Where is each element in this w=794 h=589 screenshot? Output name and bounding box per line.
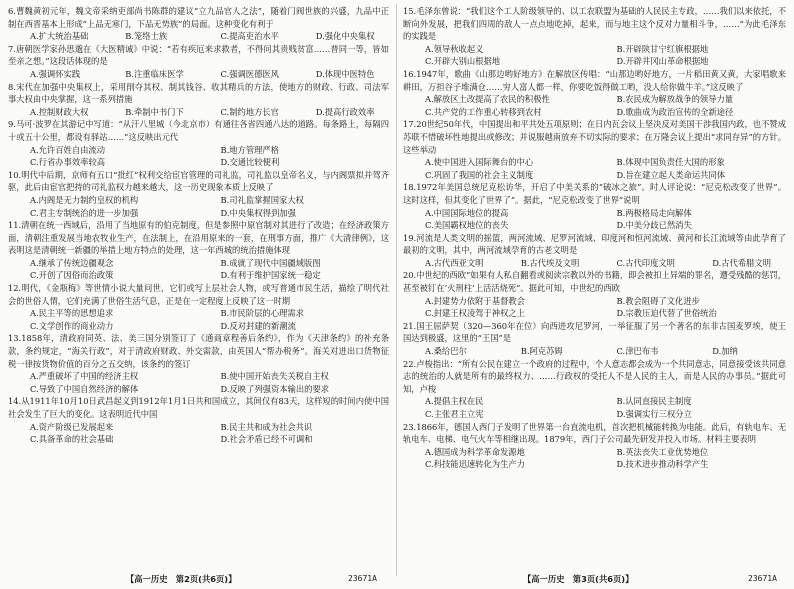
left-page	[8, 5, 389, 446]
answer-option: D.强调实行三权分立	[616, 409, 692, 419]
answer-option: A.中国国际地位的提高	[425, 207, 509, 218]
question-9	[403, 421, 786, 471]
answer-option: C.行省办事效率较高	[30, 157, 106, 168]
question-3	[403, 118, 786, 181]
answer-option: D.中美分歧已然消失	[616, 220, 692, 231]
answer-options	[403, 446, 786, 471]
answer-option: D.体现中医特色	[315, 68, 375, 79]
answer-option: A.资产阶级已发展起来	[30, 421, 114, 432]
question-stem: 22.卢梭指出：“所有公民在建立一个政府的过程中，个人意志都会成为一个共同意志，同意接受该共同意志的统治的人就是所有的最终权力、……行政权的受托人不是人民的主人，而是人民的办事员。”据此可知，卢梭	[403, 358, 786, 394]
answer-options	[8, 257, 389, 282]
answer-option: D.有利于维护国家统一稳定	[220, 270, 321, 281]
left-page-code-wrap	[348, 573, 377, 583]
answer-option: B.司礼监掌握国家大权	[220, 194, 304, 205]
answer-options	[8, 194, 389, 219]
left-footer-title: 【高一历史 第2页(共6页)】	[126, 574, 237, 584]
question-stem: 9.马可·波罗在其游记中写道：“从汗八里城（今北京市）有通往各省四通八达的道路。每条路上，每隔四十或五十公里，都设有驿站……”这反映出元代	[8, 119, 389, 142]
answer-option: B.市民阶层的心理需求	[220, 308, 304, 319]
question-4	[8, 118, 389, 168]
answer-options	[8, 421, 389, 446]
answer-option: C.古代印度文明	[616, 257, 675, 268]
question-2	[403, 68, 786, 118]
left-footer-code: 23671A	[348, 574, 377, 583]
answer-option: A.提倡主权在民	[425, 396, 484, 407]
answer-option: B.农民成为解放战争的领导力量	[616, 94, 734, 105]
question-8	[8, 332, 389, 395]
question-3	[8, 81, 389, 119]
answer-options	[403, 93, 786, 118]
question-2	[8, 43, 389, 81]
answer-option: A.德国成为科学革命发源地	[425, 446, 525, 457]
answer-option: C.开创了因俗而治政策	[30, 270, 114, 281]
answer-option: C.科技能迅速转化为生产力	[425, 459, 525, 470]
answer-option: A.继承了传统边疆观念	[30, 257, 114, 268]
answer-options	[403, 156, 786, 181]
answer-options	[8, 106, 389, 119]
question-stem: 10.明代中后期，京师有五口“批红”权利交给宦官管理的司礼监，司礼监以皇帝名义，与内阁票拟并驾齐驱，此后由宦官把持的司礼监权力越来越大，这一历史现象本质上反映了	[8, 169, 389, 193]
answer-option: B.两极格局走向解体	[616, 207, 692, 218]
answer-option: B.注重临床医学	[125, 68, 184, 79]
answer-option: B.认同直接民主制度	[616, 396, 692, 407]
answer-option: C.具备革命的社会基础	[30, 434, 114, 445]
answer-option: B.体现中国负责任大国的形象	[616, 157, 725, 168]
question-9	[8, 395, 389, 445]
answer-option: A.解放区土改提高了农民的积极性	[425, 94, 550, 105]
answer-option: D.反对封建的新潮流	[220, 320, 296, 331]
question-6	[403, 269, 786, 319]
answer-option: D.宗教压迫代替了世俗统治	[616, 308, 717, 319]
question-stem: 14.从1911年10月10日武昌起义到1912年1月1日共和国成立，其间仅有83天，这样短的时间内使中国社会发生了巨大的变化。这表明近代中国	[8, 396, 389, 419]
answer-option: A.领导秋收起义	[425, 43, 484, 54]
question-stem: 8.宋代在加强中央集权上，采用削夺其权、制其钱谷、收其精兵的方法，使地方的财政、行政、司法军事大权由中央掌握，这一系列措施	[8, 81, 389, 105]
answer-options	[8, 68, 389, 81]
answer-option: D.开辟井冈山革命根据地	[616, 56, 709, 67]
page-divider	[396, 4, 397, 576]
answer-option: B.牵制中书门下	[125, 106, 184, 117]
question-stem: 11.清朝在统一西域后，沿用了当地原有的伯克制度，但是参照中原官制对其进行了改造；在经济政策方面，清朝注重发展当地农牧业生产，在法制上，在沿用原来的一套，在刑事方面，推广《大清律例》，这表明这是清朝统一新疆的举措上地方特点的处理，这一年西城的统治措施体现	[8, 220, 389, 256]
answer-option: D.技术进步推动科学产生	[616, 459, 709, 470]
right-footer-title: 【高一历史 第3页(共6页)】	[523, 574, 634, 584]
question-stem: 13.1858年，清政府同英、法、美三国分别签订了《通商章程善后条约》，作为《天津条约》的补充条款，条约规定，“海关行政”，对于清政府财政、外交需款，由英国人“帮办税务”。海关对进出口货物征税一律按货物价值的百分之五交纳，该条约的签订	[8, 333, 389, 369]
right-page-code-wrap	[748, 573, 777, 583]
right-page-footer	[523, 573, 633, 585]
answer-options	[8, 144, 389, 169]
answer-option: A.桑给巴尔	[425, 346, 467, 357]
question-stem: 18.1972年美国总统尼克松访华，开启了中美关系的“破冰之旅”。时人评论说：“尼克松改变了世界”。这时这样，但其变化了世界了”。据此，“尼克松改变了世界”说明	[403, 182, 786, 205]
answer-option: A.允许百姓自由流动	[30, 144, 106, 155]
answer-options	[8, 30, 389, 43]
answer-option: A.内阁是无力制约皇权的机构	[30, 194, 139, 205]
question-stem: 17.20世纪50年代，中国提出和平共处五项原则；在日内瓦会议上坚决反对美国干涉我国内政，也不赞成苏联不惜破坏性地提出或修改；并说服越南放弃不切实际的要求；在万隆会议上提出“求同存异”的方针。这些举动	[403, 119, 786, 155]
answer-option: D.提高行政效率	[315, 106, 375, 117]
left-page-footer	[126, 573, 236, 585]
question-stem: 20.中世纪的西欧“如果有人私自翻看或阅读宗教以外的书籍，即会被扣上异端的罪名，遭受残酷的惩罚，甚至被钉在‘火刑柱’上活活烧死”。据此可知，中世纪的西欧	[403, 270, 786, 294]
question-1	[8, 5, 389, 43]
answer-option: C.津巴布韦	[616, 346, 659, 357]
answer-option: B.英法丧失工业优势地位	[616, 446, 709, 457]
answer-option: C.美国霸权地位的丧失	[425, 220, 509, 231]
answer-option: C.文学创作的商业动力	[30, 320, 114, 331]
right-page	[403, 5, 786, 471]
answer-option: C.强调医德医风	[220, 68, 279, 79]
answer-option: B.使中国开始丧失关税自主权	[220, 371, 329, 382]
answer-options	[403, 295, 786, 320]
question-stem: 23.1866年，德国人西门子发明了世界第一台直流电机，首次把机械能转换为电能。此后，有轨电车、无轨电车、电梯、电气火车等相继出现。1879年，西门子公司最先研发并投入市场。材料主要表明	[403, 421, 786, 445]
answer-option: D.加纳	[712, 346, 738, 357]
answer-option: C.封建王权凌驾于神权之上	[425, 308, 525, 319]
answer-options	[403, 345, 786, 358]
answer-option: C.巩固了我国的社会主义制度	[425, 169, 534, 180]
answer-option: B.古代埃及文明	[520, 257, 580, 268]
answer-option: A.古代西亚文明	[425, 257, 484, 268]
answer-option: D.强化中央集权	[315, 31, 375, 42]
answer-option: C.制约地方长官	[220, 106, 279, 117]
answer-options	[403, 207, 786, 232]
question-1	[403, 5, 786, 68]
answer-option: C.提高吏治水平	[220, 31, 279, 42]
answer-option: B.成就了现代中国疆域版图	[220, 257, 321, 268]
question-4	[403, 181, 786, 231]
answer-option: D.反映了列强资本输出的要求	[220, 383, 330, 394]
question-7	[8, 282, 389, 332]
right-footer-code: 23671A	[748, 574, 777, 583]
answer-option: A.民主平等的思想追求	[30, 308, 114, 319]
question-5	[8, 169, 389, 219]
answer-option: A.使中国进入国际舞台的中心	[425, 157, 534, 168]
question-6	[8, 219, 389, 282]
answer-option: B.地方管理严格	[220, 144, 280, 155]
answer-option: D.交通比较便利	[220, 157, 280, 168]
question-stem: 7.唐朝医学家孙思邈在《大医精诚》中说：“若有疾厄来求救者，不得问其贵贱贫富……普同一等，皆如至亲之想。”这段话体现的是	[8, 43, 389, 67]
answer-option: A.控制财政大权	[30, 106, 89, 117]
question-7	[403, 320, 786, 358]
answer-option: C.导致了中国自然经济的解体	[30, 383, 139, 394]
answer-option: D.中央集权得到加强	[220, 207, 296, 218]
question-5	[403, 232, 786, 270]
answer-option: C.开辟大别山根据地	[425, 56, 501, 67]
answer-options	[403, 43, 786, 68]
answer-option: D.旨在建立起人类命运共同体	[616, 169, 726, 180]
answer-option: D.歌曲成为政治宣传的全新途径	[616, 106, 734, 117]
answer-option: A.封建势力依附于基督教会	[425, 295, 525, 306]
question-stem: 15.毛泽东曾说：“我们这个工人阶级领导的、以工农联盟为基础的人民民主专政，……我们以来依托，不断向外发展，把我们四周的敌人一点点地吃掉，起来，而与地主这个反对力量相斗争，……”为此毛泽东的实践是	[403, 6, 786, 42]
answer-option: B.阿克苏姆	[520, 346, 563, 357]
question-stem: 12.明代，《金瓶梅》等世情小说大量问世，它们或写上层社会人物，或写普通市民生活，描绘了明代社会的世俗人情，它们充满了世俗生活气息，正是在一定程度上反映了这一时期	[8, 283, 389, 306]
answer-option: B.开辟陕甘宁红旗根据地	[616, 43, 709, 54]
answer-option: B.笼络士族	[125, 31, 168, 42]
answer-options	[8, 307, 389, 332]
answer-option: B.教会阻碍了文化进步	[616, 295, 700, 306]
question-stem: 19.河流是人类文明的摇篮，两河流域、尼罗河流域、印度河和恒河流域、黄河和长江流域等由此孕育了最初的文明，其中，两河流域孕育的古老文明是	[403, 232, 786, 256]
answer-option: D.社会矛盾已经不可调和	[220, 434, 313, 445]
answer-option: C.君主专制统治的进一步加强	[30, 207, 139, 218]
question-8	[403, 358, 786, 421]
answer-options	[403, 257, 786, 270]
question-stem: 21.国王屈萨契（320—360年在位）向西进攻尼罗河，一举征服了另一个著名的东非古国麦罗埃，使王国达到极盛，这里的“王国”是	[403, 320, 786, 344]
answer-options	[403, 395, 786, 420]
answer-option: D.古代希腊文明	[712, 257, 772, 268]
question-stem: 6.曹魏黄初元年，魏文帝采纳吏部尚书陈群的建议“立九品官人之法”，随着门阀世族的兴盛，九品中正制在西晋基本上形成“上品无寒门，下品无势族”的局面。这种变化有利于	[8, 6, 389, 29]
answer-option: C.主张君主立宪	[425, 409, 484, 419]
answer-options	[8, 370, 389, 395]
answer-option: C.共产党的工作重心转移到农村	[425, 106, 542, 117]
question-stem: 16.1947年，歌曲《山那边哟好地方》在解放区传唱：“山那边哟好地方，一片稻田黄又黄，大家唱歌来耕田，万担谷子堆满仓……穷人富人都一样，你要吃饭得做工哟，没人给你做牛羊。”这反映了	[403, 68, 786, 92]
answer-option: A.强调怀实践	[30, 68, 81, 79]
answer-option: A.扩大统治基础	[30, 31, 89, 42]
answer-option: A.严重破坏了中国的经济主权	[30, 371, 139, 382]
answer-option: B.民主共和成为社会共识	[220, 421, 313, 432]
